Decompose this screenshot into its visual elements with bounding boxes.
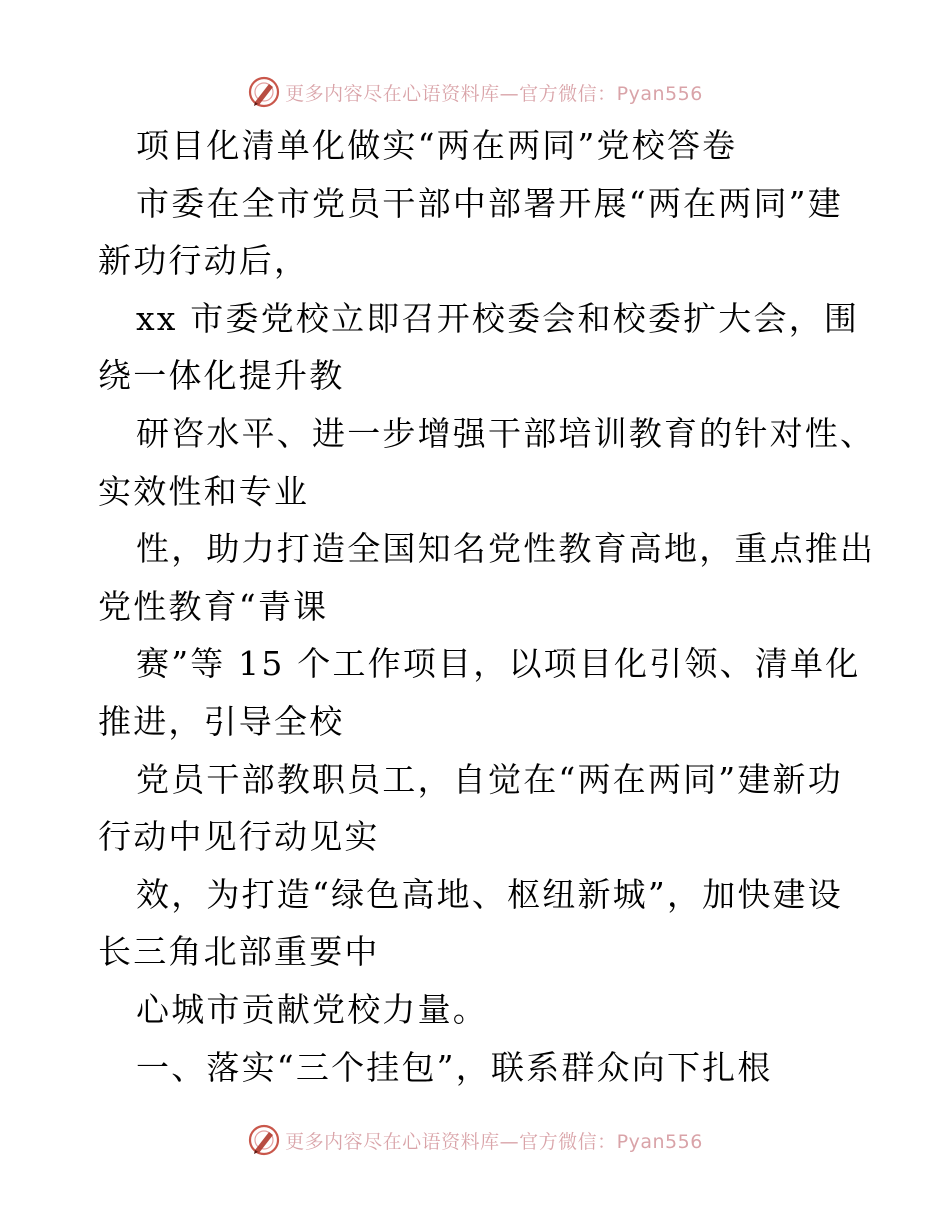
paragraph-line: 效，为打造“绿色高地、枢纽新城”，加快建设 <box>136 874 843 914</box>
paragraph-line: 长三角北部重要中 <box>98 932 380 972</box>
section-heading: 一、落实“三个挂包”，联系群众向下扎根 <box>136 1047 773 1087</box>
document-title: 项目化清单化做实“两在两同”党校答卷 <box>136 126 738 165</box>
header-watermark <box>0 72 950 112</box>
paragraph-line: 赛”等 15 个工作项目，以项目化引领、清单化 <box>136 644 861 684</box>
footer-watermark <box>0 1120 950 1160</box>
paragraph-line: 绕一体化提升教 <box>98 356 345 396</box>
document-body <box>98 117 876 1096</box>
paragraph-line: 实效性和专业 <box>98 471 310 511</box>
paragraph-line: 行动中见行动见实 <box>98 817 380 857</box>
paragraph-line: 新功行动后， <box>98 241 310 281</box>
paragraph-line: xx 市委党校立即召开校委会和校委扩大会，围 <box>136 298 860 338</box>
watermark-text <box>285 1127 703 1154</box>
paragraph-line: 党性教育“青课 <box>98 586 329 626</box>
paragraph-line: 性，助力打造全国知名党性教育高地，重点推出 <box>136 529 876 569</box>
paragraph-line: 心城市贡献党校力量。 <box>136 989 488 1029</box>
watermark-wechat-id: Pyan556 <box>616 82 703 105</box>
paragraph-line: 党员干部教职员工，自觉在“两在两同”建新功 <box>136 759 843 799</box>
watermark-wechat-id: Pyan556 <box>616 1130 703 1153</box>
paragraph-line: 研咨水平、进一步增强干部培训教育的针对性、 <box>136 413 876 453</box>
pen-circle-logo-icon <box>247 1123 281 1157</box>
watermark-label: 更多内容尽在心语资料库—官方微信： <box>285 82 617 105</box>
pen-circle-logo-icon <box>247 75 281 109</box>
watermark-label: 更多内容尽在心语资料库—官方微信： <box>285 1130 617 1153</box>
paragraph-line: 推进，引导全校 <box>98 701 345 741</box>
paragraph-line: 市委在全市党员干部中部署开展“两在两同”建 <box>136 183 843 223</box>
watermark-text <box>285 79 703 106</box>
